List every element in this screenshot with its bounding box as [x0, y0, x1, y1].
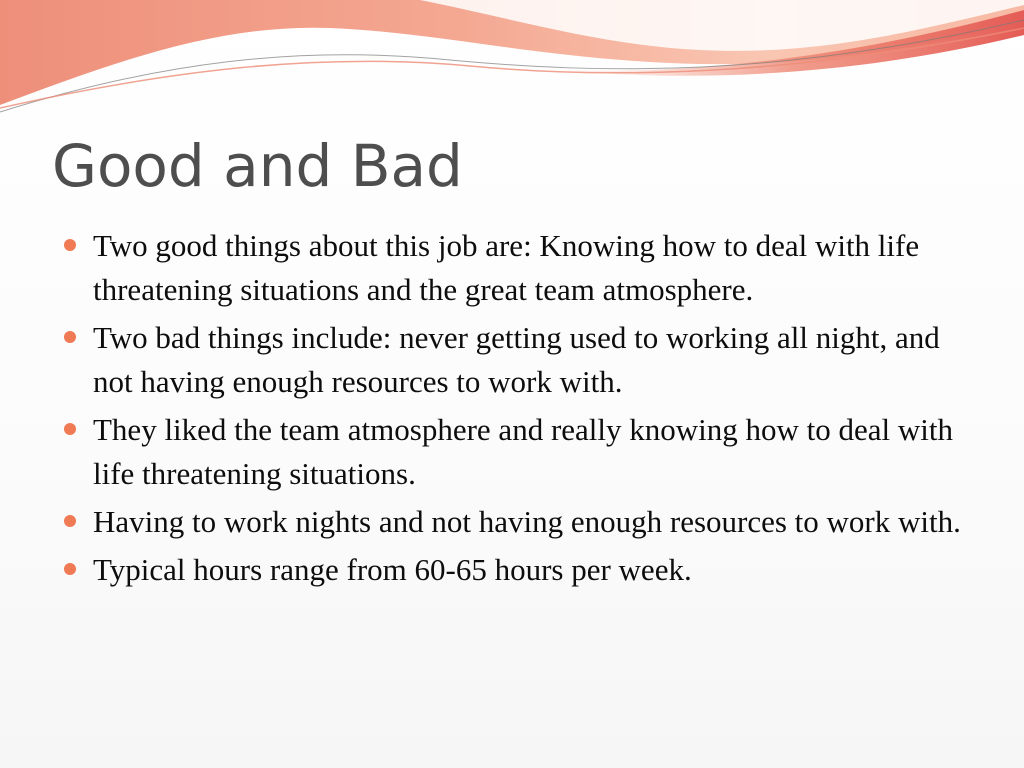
decorative-wave-header [0, 0, 1024, 130]
bullet-text: Two good things about this job are: Knowing how to deal with life threatening situations and the great team atmosphere. [93, 228, 920, 307]
bullet-item-disliked [64, 500, 974, 544]
bullet-list [64, 224, 974, 596]
bullet-dot-icon [64, 423, 76, 435]
bullet-text: Two bad things include: never getting used to working all night, and not having enough resources to work with. [93, 320, 940, 399]
bullet-dot-icon [64, 563, 76, 575]
bullet-item-good-things [64, 224, 974, 312]
bullet-item-liked [64, 408, 974, 496]
bullet-dot-icon [64, 515, 76, 527]
bullet-text: They liked the team atmosphere and really knowing how to deal with life threatening situations. [93, 412, 954, 491]
bullet-item-bad-things [64, 316, 974, 404]
bullet-item-hours [64, 548, 974, 592]
bullet-dot-icon [64, 239, 76, 251]
bullet-text: Typical hours range from 60-65 hours per week. [93, 552, 692, 587]
bullet-text: Having to work nights and not having enough resources to work with. [93, 504, 961, 539]
bullet-dot-icon [64, 331, 76, 343]
slide-title: Good and Bad [52, 132, 463, 200]
